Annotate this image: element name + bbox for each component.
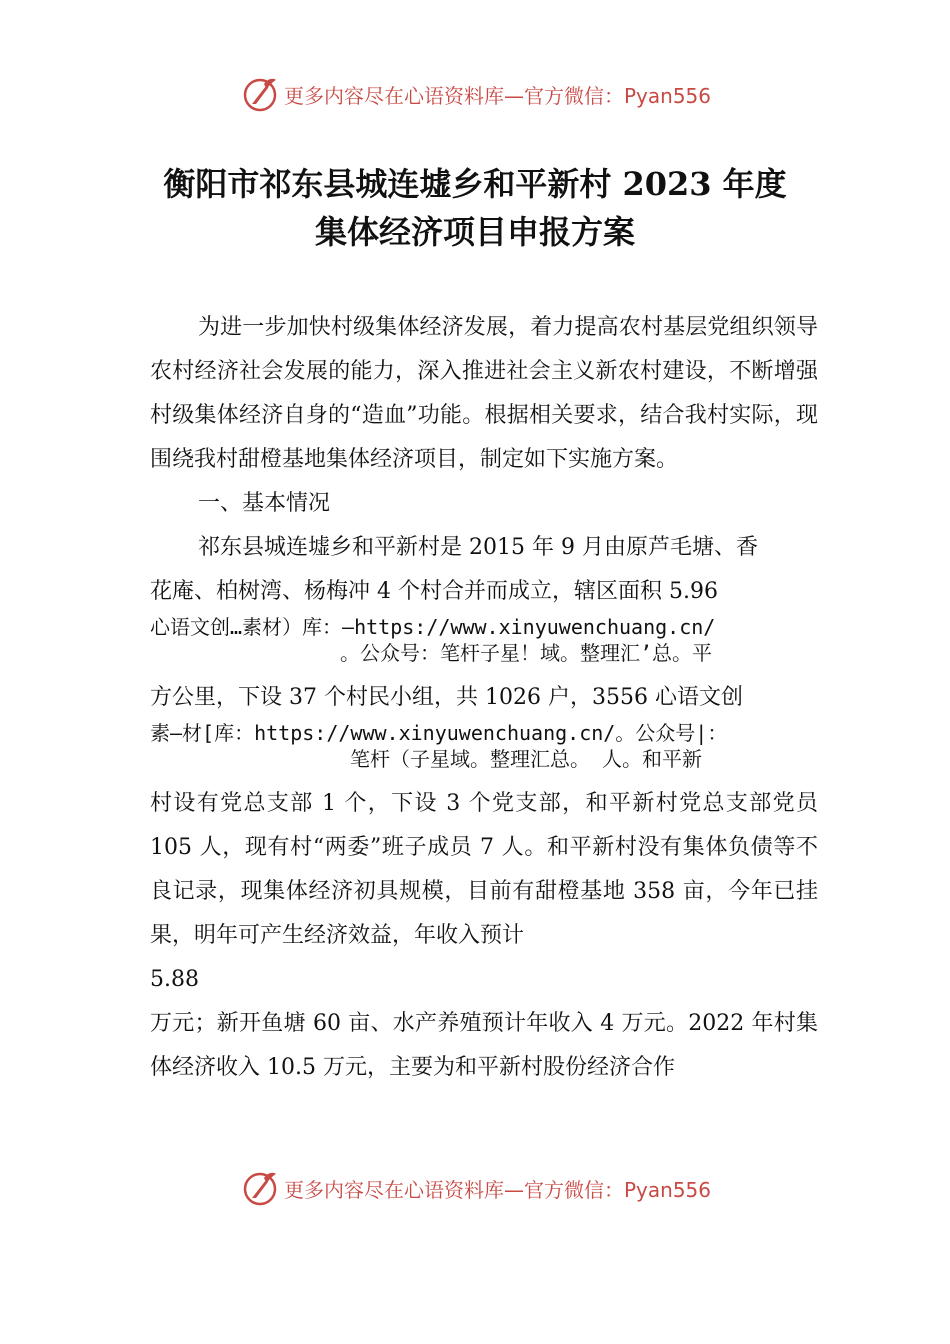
section-heading-basic: 一、基本情况 bbox=[198, 491, 331, 516]
paragraph-basic-end: 万元；新开鱼塘 60 亩、水产养殖预计年收入 4 万元。2022 年村集体经济收入 10.5 万元，主要为和平新村股份经济合作 bbox=[150, 1011, 818, 1080]
inserted-text-1-line-2: 。公众号：笔杆子星！域。整理汇’总。平 bbox=[340, 641, 713, 665]
title-line-2: 集体经济项目申报方案 bbox=[314, 213, 635, 251]
paragraph-basic-line-3: 方公里，下设 37 个村民小组，共 1026 户，3556 心语文创 bbox=[150, 685, 743, 710]
document-title bbox=[120, 160, 830, 256]
paragraph-intro: 为进一步加快村级集体经济发展，着力提高农村基层党组织领导农村经济社会发展的能力，深入推进社会主义新农村建设，不断增强村级集体经济自身的“造血”功能。根据相关要求，结合我村实际，现围绕我村甜橙基地集体经济项目，制定如下实施方案。 bbox=[150, 315, 818, 472]
paragraph-basic-line-2: 花庵、柏树湾、杨梅冲 4 个村合并而成立，辖区面积 5.96 bbox=[150, 579, 718, 604]
watermark-footer bbox=[240, 1166, 760, 1210]
document-body bbox=[150, 306, 818, 1090]
watermark-text: 更多内容尽在心语资料库—官方微信：Pyan556 bbox=[284, 1177, 712, 1202]
paragraph-basic-number: 5.88 bbox=[150, 967, 199, 992]
title-line-1: 衡阳市祁东县城连墟乡和平新村 2023 年度 bbox=[163, 165, 787, 203]
watermark-header bbox=[240, 72, 760, 116]
paragraph-basic-cont: 村设有党总支部 1 个，下设 3 个党支部，和平新村党总支部党员 105 人，现有村“两委”班子成员 7 人。和平新村没有集体负债等不良记录，现集体经济初具规模，目前有甜橙基地 358 亩，今年已挂果，明年可产生经济效益，年收入预计 bbox=[150, 791, 818, 948]
inserted-text-1-line-1: 心语文创…素材）库：—https://www.xinyuwenchuang.cn/ bbox=[150, 615, 716, 639]
paragraph-basic-line-1: 祁东县城连墟乡和平新村是 2015 年 9 月由原芦毛塘、香 bbox=[198, 535, 758, 560]
inserted-text-2-line-2: 笔杆（子星域。整理汇总。 人。和平新 bbox=[350, 747, 703, 771]
quill-logo-icon bbox=[240, 74, 280, 114]
watermark-text: 更多内容尽在心语资料库—官方微信：Pyan556 bbox=[284, 83, 712, 108]
inserted-text-2-line-1: 素—材[库：https://www.xinyuwenchuang.cn/。公众号|： bbox=[150, 721, 728, 745]
quill-logo-icon bbox=[240, 1168, 280, 1208]
